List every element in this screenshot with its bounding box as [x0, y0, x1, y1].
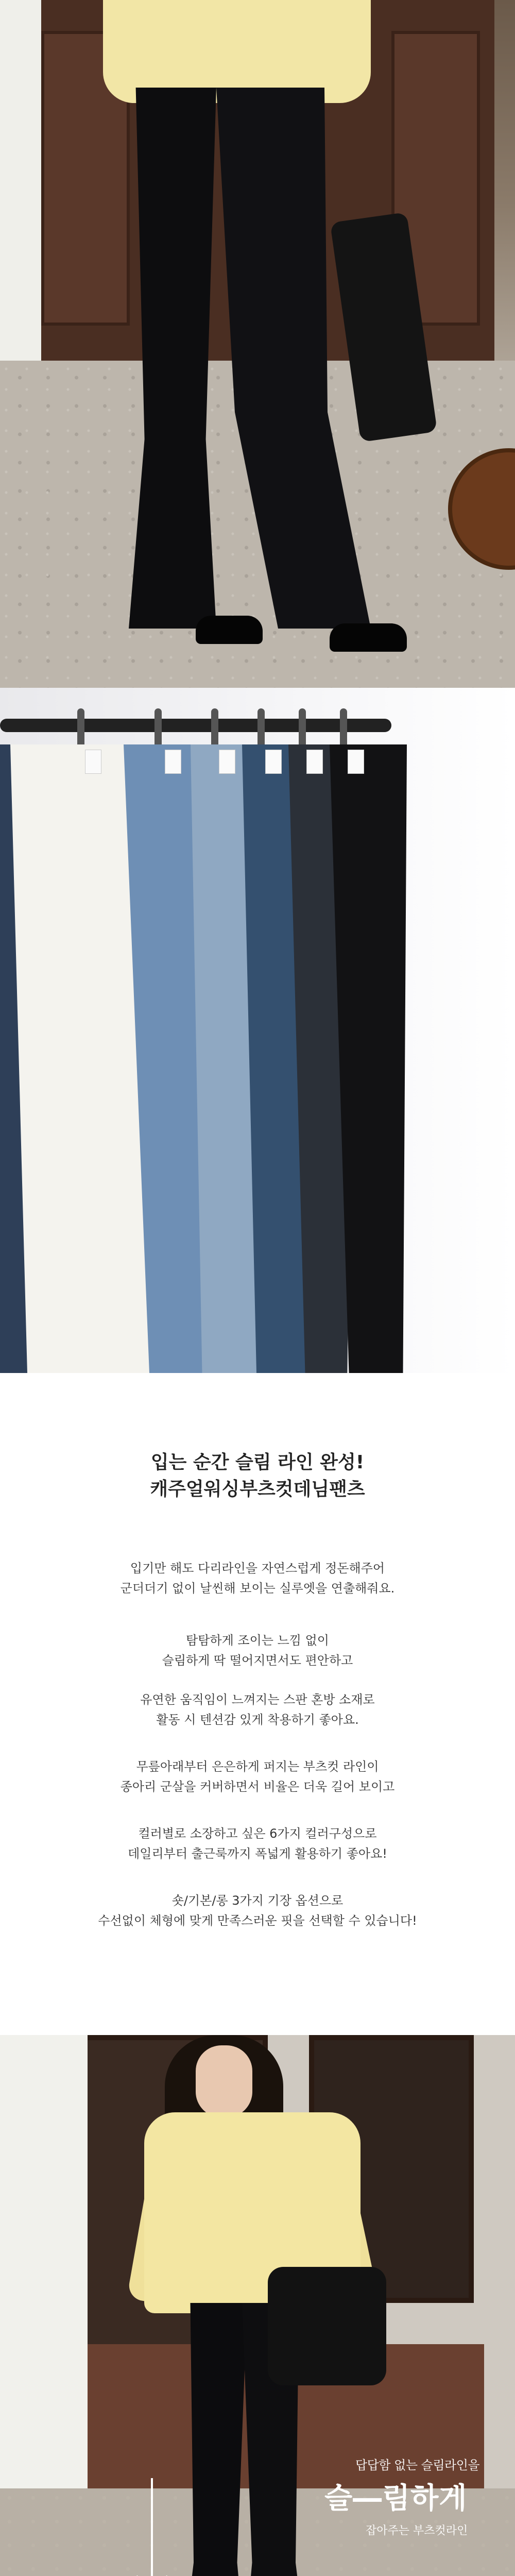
description-line: 입기만 해도 다리라인을 자연스럽게 정돈해주어: [130, 1561, 385, 1575]
description-line: 슬림하게 딱 떨어지면서도 편안하고: [162, 1653, 353, 1668]
description-paragraph: [0, 1690, 515, 1730]
black-woven-bag: [268, 2267, 386, 2385]
description-line: 군더더기 없이 날씬해 보이는 실루엣을 연출해줘요.: [120, 1581, 395, 1596]
price-tag: [348, 750, 364, 774]
hanger: [340, 708, 347, 750]
description-line: 데일리부터 출근룩까지 폭넓게 활용하기 좋아요!: [128, 1846, 387, 1861]
photo-black-jeans-outdoor: [0, 0, 515, 688]
overlay-headline: 슬―림하게: [324, 2482, 468, 2515]
description-line: 활동 시 텐션감 있게 착용하기 좋아요.: [156, 1713, 359, 1727]
description-line: 숏/기본/롱 3가지 기장 옵션으로: [171, 1893, 344, 1908]
description-paragraph: [0, 1891, 515, 1931]
clothes-rail: [0, 719, 391, 732]
description-paragraph: [0, 1757, 515, 1797]
headline: 입는 순간 슬림 라인 완성!: [150, 1452, 365, 1473]
overlay-caption: 잡아주는 부츠컷라인: [366, 2524, 468, 2537]
price-tag: [219, 750, 235, 774]
hanger: [77, 708, 84, 750]
price-tag: [265, 750, 282, 774]
description-line: 탐탐하게 조이는 느낌 없이: [186, 1633, 329, 1648]
white-pillar: [0, 2035, 88, 2499]
black-sandal: [330, 623, 407, 652]
price-tag: [85, 750, 101, 774]
product-description: [0, 1373, 515, 2035]
description-line: 무릎아래부터 은은하게 퍼지는 부츠컷 라인이: [136, 1759, 379, 1774]
description-line: 컬러별로 소장하고 싶은 6가지 컬러구성으로: [138, 1826, 377, 1841]
description-line: 수선없이 체형에 맞게 만족스러운 핏을 선택할 수 있습니다!: [98, 1913, 417, 1928]
model-face: [196, 2045, 252, 2117]
down-arrow-icon: [131, 2478, 173, 2576]
description-paragraph: [0, 1824, 515, 1864]
hanger: [299, 708, 306, 750]
photo-hanging-jeans-rack: [0, 688, 515, 1373]
white-pillar: [0, 0, 41, 402]
overlay-caption: 답답함 없는 슬림라인을: [355, 2458, 480, 2472]
description-line: 유연한 움직임이 느껴지는 스판 혼방 소재로: [140, 1692, 375, 1707]
description-paragraph: [0, 1558, 515, 1599]
price-tag: [165, 750, 181, 774]
hanger: [154, 708, 162, 750]
description-paragraph: [0, 1631, 515, 1671]
product-name: 캐주얼워싱부츠컷데님팬츠: [150, 1479, 365, 1500]
price-tag: [306, 750, 323, 774]
hanger: [211, 708, 218, 750]
photo-model-full-body: [0, 2035, 515, 2576]
description-line: 종아리 군살을 커버하면서 비율은 더욱 길어 보이고: [120, 1780, 395, 1794]
black-sandal: [196, 616, 263, 644]
hanger: [258, 708, 265, 750]
